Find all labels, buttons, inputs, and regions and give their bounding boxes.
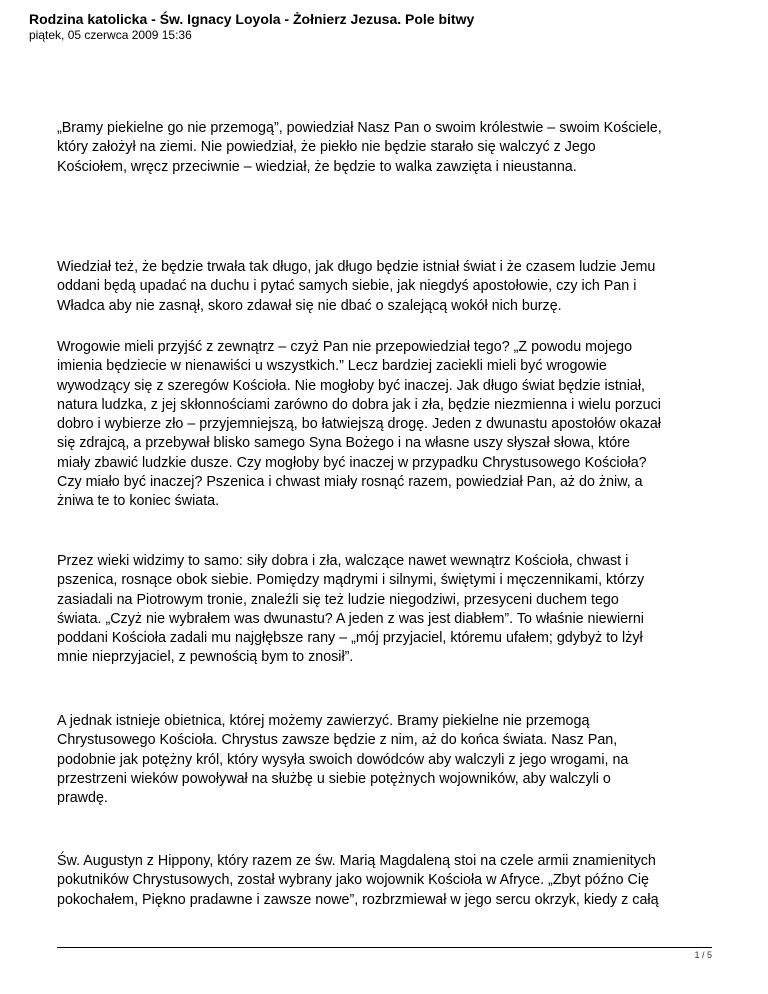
text-line: podobnie jak potężny król, który wysyła swoich dowódców aby walczyli z jego wrogami, na (57, 751, 629, 768)
text-line: Św. Augustyn z Hippony, który razem ze św. Marią Magdaleną stoi na czele armii znamienitych (57, 853, 656, 869)
text-line: poddani Kościoła zadali mu najgłębsze rany – „mój przyjaciel, któremu ufałem; gdybyż to lżył (57, 630, 643, 647)
text-line: pszenica, rosnące obok siebie. Pomiędzy mądrymi i silnymi, świętymi i męczennikami, którzy (57, 572, 645, 589)
text-line: Chrystusowego Kościoła. Chrystus zawsze będzie z nim, aż do końca świata. Nasz Pan, (57, 732, 618, 749)
text-line: mnie nieprzyjaciel, z pewnością bym to znosił”. (57, 649, 354, 666)
text-line: imienia będziecie w nienawiści u wszystkich.” Lecz bardziej zaciekli mieli być wrogowie (57, 358, 607, 375)
text-line: pokochałem, Piękno pradawne i zawsze nowe”, rozbrzmiewał w jego sercu okrzyk, kiedy z całą (57, 891, 659, 908)
text-line: Czy miało być inaczej? Pszenica i chwast miały rosnąć razem, powiedział Pan, aż do żniw, a (57, 474, 643, 491)
text-line: świata. „Czyż nie wybrałem was dwunastu? A jeden z was jest diabłem”. To właśnie niewierni (57, 610, 644, 627)
text-line: się zdrajcą, a przebywał blisko samego Syna Bożego i na własne uszy słyszał słowa, które (57, 435, 630, 452)
paragraph (57, 712, 628, 808)
footer-divider (57, 947, 712, 948)
paragraph (57, 852, 659, 910)
text-line: przestrzeni wieków powoływał na służbę u siebie potężnych wojowników, aby walczyli o (57, 770, 611, 787)
text-line: pokutników Chrystusowych, został wybrany jako wojownik Kościoła w Afryce. „Zbyt późno Cię (57, 872, 649, 889)
paragraph (57, 338, 661, 512)
page-number: 1 / 5 (694, 950, 712, 960)
text-line: dobro i wybierze zło – przyjemniejszą, bo łatwiejszą drogę. Jeden z dwunastu apostołów okazał (57, 416, 661, 433)
text-line: Wiedział też, że będzie trwała tak długo, jak długo będzie istniał świat i że czasem ludzie Jemu (57, 259, 656, 275)
document-title: Rodzina katolicka - Św. Ignacy Loyola - Żołnierz Jezusa. Pole bitwy (29, 11, 475, 27)
text-line: Wrogowie mieli przyjść z zewnątrz – czyż Pan nie przepowiedział tego? „Z powodu mojego (57, 339, 633, 355)
text-line: Władca aby nie zasnął, skoro zdawał się nie dbać o szalejącą wokół nich burzę. (57, 297, 562, 314)
text-line: miały zbawić ludzkie dusze. Czy mogłoby być inaczej w przypadku Chrystusowego Kościoła? (57, 454, 647, 471)
text-line: „Bramy piekielne go nie przemogą”, powiedział Nasz Pan o swoim królestwie – swoim Kościele, (57, 120, 662, 136)
text-line: natura ludzka, z jej skłonnościami zarówno do dobra jak i zła, będzie niezmienna i wielu porzuci (57, 396, 661, 413)
paragraph (57, 258, 655, 316)
text-line: prawdę. (57, 790, 108, 807)
paragraph (57, 552, 644, 668)
text-line: Kościołem, wręcz przeciwnie – wiedział, że będzie to walka zawzięta i nieustanna. (57, 158, 577, 175)
document-date: piątek, 05 czerwca 2009 15:36 (29, 28, 192, 42)
text-line: zasiadali na Piotrowym tronie, znaleźli się też ludzie niegodziwi, przesyceni duchem tego (57, 591, 619, 608)
text-line: który założył na ziemi. Nie powiedział, że piekło nie będzie starało się walczyć z Jego (57, 139, 596, 156)
page-header (29, 11, 739, 43)
text-line: żniwa te to koniec świata. (57, 493, 220, 510)
paragraph (57, 119, 662, 177)
text-line: A jednak istnieje obietnica, której możemy zawierzyć. Bramy piekielne nie przemogą (57, 713, 590, 729)
text-line: wywodzący się z szeregów Kościoła. Nie mogłoby być inaczej. Jak długo świat będzie istniał, (57, 377, 646, 394)
text-line: Przez wieki widzimy to samo: siły dobra i zła, walczące nawet wewnątrz Kościoła, chwast i (57, 553, 629, 569)
text-line: oddani będą upadać na duchu i pytać samych siebie, jak niegdyś apostołowie, czy ich Pan i (57, 278, 637, 295)
